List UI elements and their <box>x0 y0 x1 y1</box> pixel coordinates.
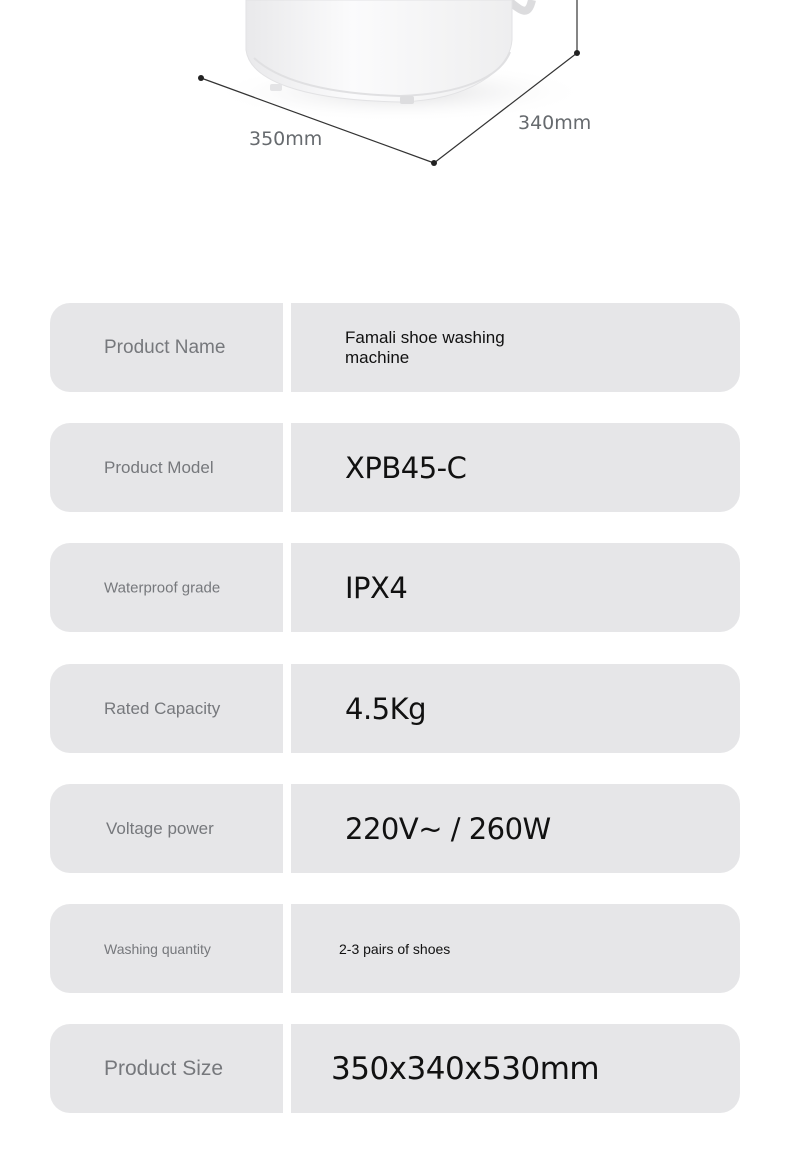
spec-value: 2-3 pairs of shoes <box>339 940 451 957</box>
spec-value: Famali shoe washing machine <box>345 327 505 367</box>
spec-value: 4.5Kg <box>345 691 427 726</box>
spec-label: Voltage power <box>106 818 214 838</box>
width-dimension-label: 350mm <box>249 128 323 150</box>
spec-row-waterproof-grade <box>50 543 740 632</box>
spec-value-cell <box>291 543 740 632</box>
spec-row-product-name <box>50 303 740 392</box>
spec-row-product-size <box>50 1024 740 1113</box>
spec-label-cell <box>50 303 283 392</box>
spec-label: Product Name <box>104 336 226 358</box>
spec-label: Product Size <box>104 1056 224 1080</box>
product-dimension-figure <box>0 0 790 200</box>
spec-label: Rated Capacity <box>104 698 221 718</box>
spec-value: IPX4 <box>345 570 408 605</box>
spec-value-cell <box>291 784 740 873</box>
spec-row-rated-capacity <box>50 664 740 753</box>
spec-value-cell <box>291 664 740 753</box>
spec-label-cell <box>50 904 283 993</box>
spec-label-cell <box>50 1024 283 1113</box>
spec-label: Washing quantity <box>104 940 211 957</box>
spec-value: 220V~ / 260W <box>345 811 551 846</box>
machine-illustration <box>0 0 790 200</box>
spec-value-cell <box>291 303 740 392</box>
spec-value: 350x340x530mm <box>331 1050 600 1087</box>
spec-row-voltage-power <box>50 784 740 873</box>
spec-value-cell <box>291 904 740 993</box>
spec-value-cell <box>291 1024 740 1113</box>
spec-label-cell <box>50 784 283 873</box>
spec-row-product-model <box>50 423 740 512</box>
spec-label-cell <box>50 543 283 632</box>
spec-row-washing-quantity <box>50 904 740 993</box>
depth-dimension-label: 340mm <box>518 112 592 134</box>
spec-label: Waterproof grade <box>104 579 221 596</box>
spec-label-cell <box>50 664 283 753</box>
spec-label-cell <box>50 423 283 512</box>
spec-value-cell <box>291 423 740 512</box>
spec-label: Product Model <box>104 457 214 477</box>
spec-value: XPB45-C <box>345 450 467 485</box>
